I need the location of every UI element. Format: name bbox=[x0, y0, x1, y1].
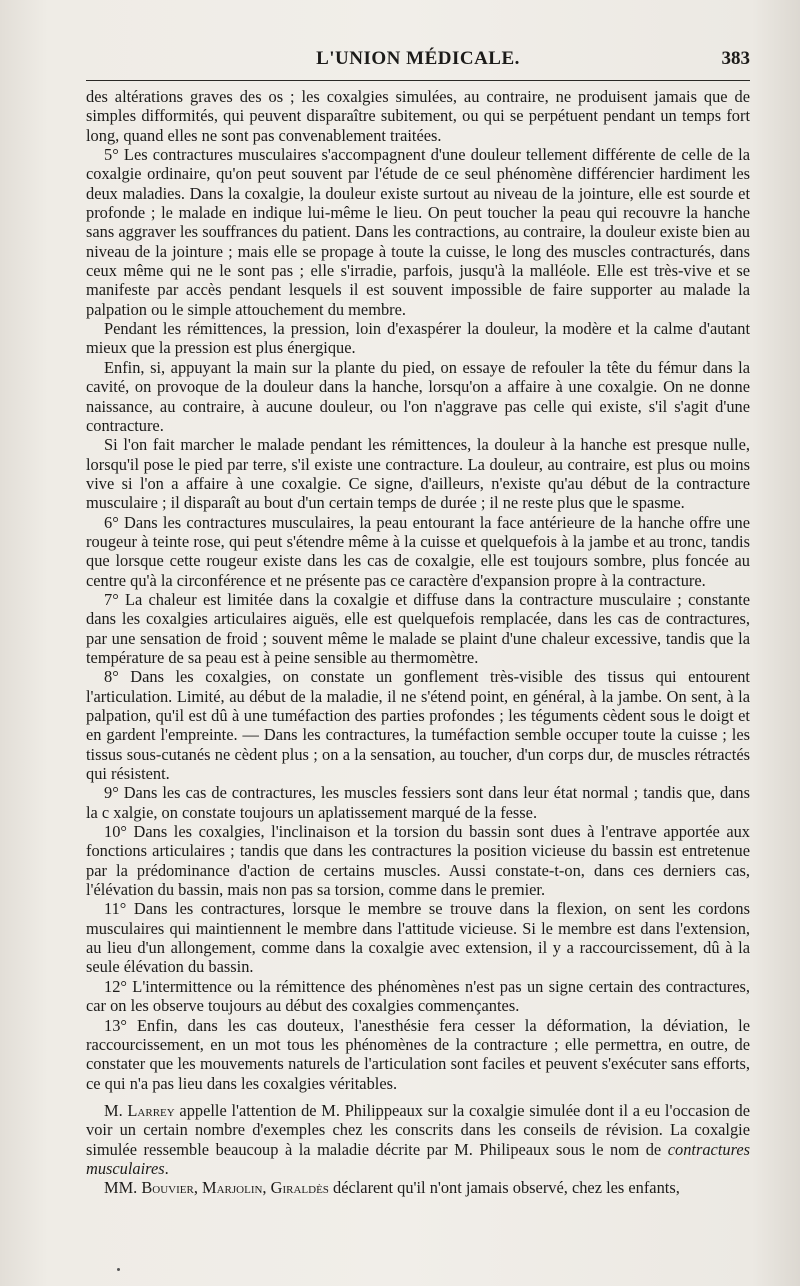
paragraph-femur-test: Enfin, si, appuyant la main sur la plante du pied, on essaye de refouler la tête du fémur dans la cavité, on provoque de la douleur dans la hanche, lorsqu'on a affaire à une coxalgie. On ne donne naissance, au contraire, à aucune douleur, ou l'on n'aggrave pas celle qui existe, s'il s'agit d'une contracture. bbox=[86, 357, 750, 435]
paragraph-point-9: 9° Dans les cas de contractures, les muscles fessiers sont dans leur état normal ; tandis que, dans la c xalgie, on constate toujours un aplatissement marqué de la fesse. bbox=[86, 783, 750, 822]
remark-text: déclarent qu'il n'ont jamais observé, chez les enfants, bbox=[328, 1178, 680, 1198]
paragraph-point-13: 13° Enfin, dans les cas douteux, l'anesthésie fera cesser la déformation, la déviation, le raccourcissement, en un mot tous les phénomènes de la contracture ; elle permettra, en outre, de constater que les mouvements naturels de l'articulation sont faciles et peuvent s'exécuter sans efforts, ce qui n'a pas lieu dans les coxalgies véritables. bbox=[86, 1015, 750, 1093]
paragraph-bouvier-remark bbox=[86, 1178, 750, 1197]
remark-end: . bbox=[164, 1158, 169, 1178]
paragraph-point-7: 7° La chaleur est limitée dans la coxalgie et diffuse dans la contracture musculaire ; constante dans les coxalgies articulaires aiguës, elle est quelquefois remplacée, dans les cas de contractures, par une sensation de froid ; souvent même le malade se plaint d'une chaleur excessive, tandis que la température de sa peau est à peine sensible au thermomètre. bbox=[86, 589, 750, 667]
speaker-name: Larrey bbox=[127, 1100, 175, 1120]
remark-text: appelle l'attention de M. Philippeaux sur la coxalgie simulée dont il a eu l'occasion de voir un certain nombre d'exemples chez les conscrits dans les conseils de révision. La coxalgie simulée ressemble beaucoup à la maladie décrite par M. Philipeaux sous le nom de bbox=[86, 1100, 750, 1159]
running-header bbox=[86, 44, 750, 78]
paragraph-point-5: 5° Les contractures musculaires s'accompagnent d'une douleur tellement différente de celle de la coxalgie ordinaire, qu'on peut souvent par l'étude de ce seul phénomène différencier hardiment les deux maladies. Dans la coxalgie, la douleur existe surtout au niveau de la jointure, elle est sourde et profonde ; le malade en indique lui-même le lieu. On peut toucher la peau qui recouvre la hanche sans aggraver les souffrances du patient. Dans les contractions, au contraire, la douleur existe bien au niveau de la jointure ; mais elle se propage à toute la cuisse, le long des muscles contracturés, dans ceux même qui ne le sont pas ; elle s'irradie, parfois, jusqu'à la malléole. Elle est très-vive et se manifeste par accès pendant lesquels il est souvent impossible de faire supporter au malade la palpation ou le simple attouchement du membre. bbox=[86, 145, 750, 319]
speaker-names: Bouvier, Marjolin, Giraldès bbox=[141, 1178, 329, 1198]
paragraph-point-6: 6° Dans les contractures musculaires, la peau entourant la face antérieure de la hanche offre une rougeur à teinte rose, qui peut s'étendre même à la cuisse et quelquefois à la jambe et au tronc, tandis que lorsque cette rougeur existe dans les cas de coxalgie, elle est toujours sombre, plus foncée au centre qu'à la circonférence et ne présente pas ce caractère d'expansion propre à la contracture. bbox=[86, 512, 750, 590]
paragraph-point-11: 11° Dans les contractures, lorsque le membre se trouve dans la flexion, on sent les cordons musculaires qui maintiennent le membre dans l'attitude vicieuse. Si le membre est dans l'extension, au lieu d'un allongement, comme dans la coxalgie avec extension, il y a raccourcissement, dû à la seule élévation du bassin. bbox=[86, 899, 750, 977]
paragraph-walking-test: Si l'on fait marcher le malade pendant les rémittences, la douleur à la hanche est presque nulle, lorsqu'il pose le pied par terre, s'il existe une contracture. La douleur, au contraire, est plus ou moins vive si l'on a affaire à une coxalgie. Ce signe, d'ailleurs, n'existe qu'au début de la contracture musculaire ; il disparaît au bout d'un certain temps de durée ; il ne reste plus que le spasme. bbox=[86, 435, 750, 513]
paragraph-larrey-remark bbox=[86, 1101, 750, 1178]
page-number: 383 bbox=[721, 48, 750, 69]
article-body bbox=[86, 87, 750, 1198]
paragraph-point-10: 10° Dans les coxalgies, l'inclinaison et la torsion du bassin sont dues à l'entrave apportée aux fonctions articulaires ; tandis que dans les contractures la position vicieuse du bassin est entretenue par la prédominance d'action de certains muscles. Aussi constate-t-on, dans ces derniers cas, l'élévation du bassin, mais non pas sa torsion, comme dans le premier. bbox=[86, 822, 750, 900]
journal-title: L'UNION MÉDICALE. bbox=[316, 48, 520, 69]
italic-term: contractures musculaires bbox=[86, 1139, 750, 1178]
paragraph-point-12: 12° L'intermittence ou la rémittence des phénomènes n'est pas un signe certain des contractures, car on les observe toujours au début des coxalgies commençantes. bbox=[86, 976, 750, 1016]
paragraph-point-8: 8° Dans les coxalgies, on constate un gonflement très-visible des tissus qui entourent l'articulation. Limité, au début de la maladie, il ne s'étend point, en général, à la jambe. On sent, à la palpation, qu'il est dû à une tuméfaction des parties profondes ; les téguments cèdent sous le doigt et en gardent l'empreinte. — Dans les contractures, la tuméfaction semble occuper toute la cuisse ; les tissus sous-cutanés ne cèdent plus ; on a la sensation, au toucher, d'un corps dur, de muscles rétractés qui résistent. bbox=[86, 667, 750, 784]
paragraph-remittences: Pendant les rémittences, la pression, loin d'exaspérer la douleur, la modère et la calme d'autant mieux que la pression est plus énergique. bbox=[86, 319, 750, 358]
header-rule bbox=[86, 80, 750, 81]
speaker-prefix: M. bbox=[104, 1100, 128, 1120]
paragraph-continuation: des altérations graves des os ; les coxalgies simulées, au contraire, ne produisent jamais que de simples difformités, qui peuvent disparaître subitement, ou qui se perpétuent pendant un temps fort long, quand elles ne sont pas convenablement traitées. bbox=[86, 87, 750, 145]
speakers-prefix: MM. bbox=[104, 1178, 142, 1198]
paper-speck bbox=[117, 1268, 120, 1271]
